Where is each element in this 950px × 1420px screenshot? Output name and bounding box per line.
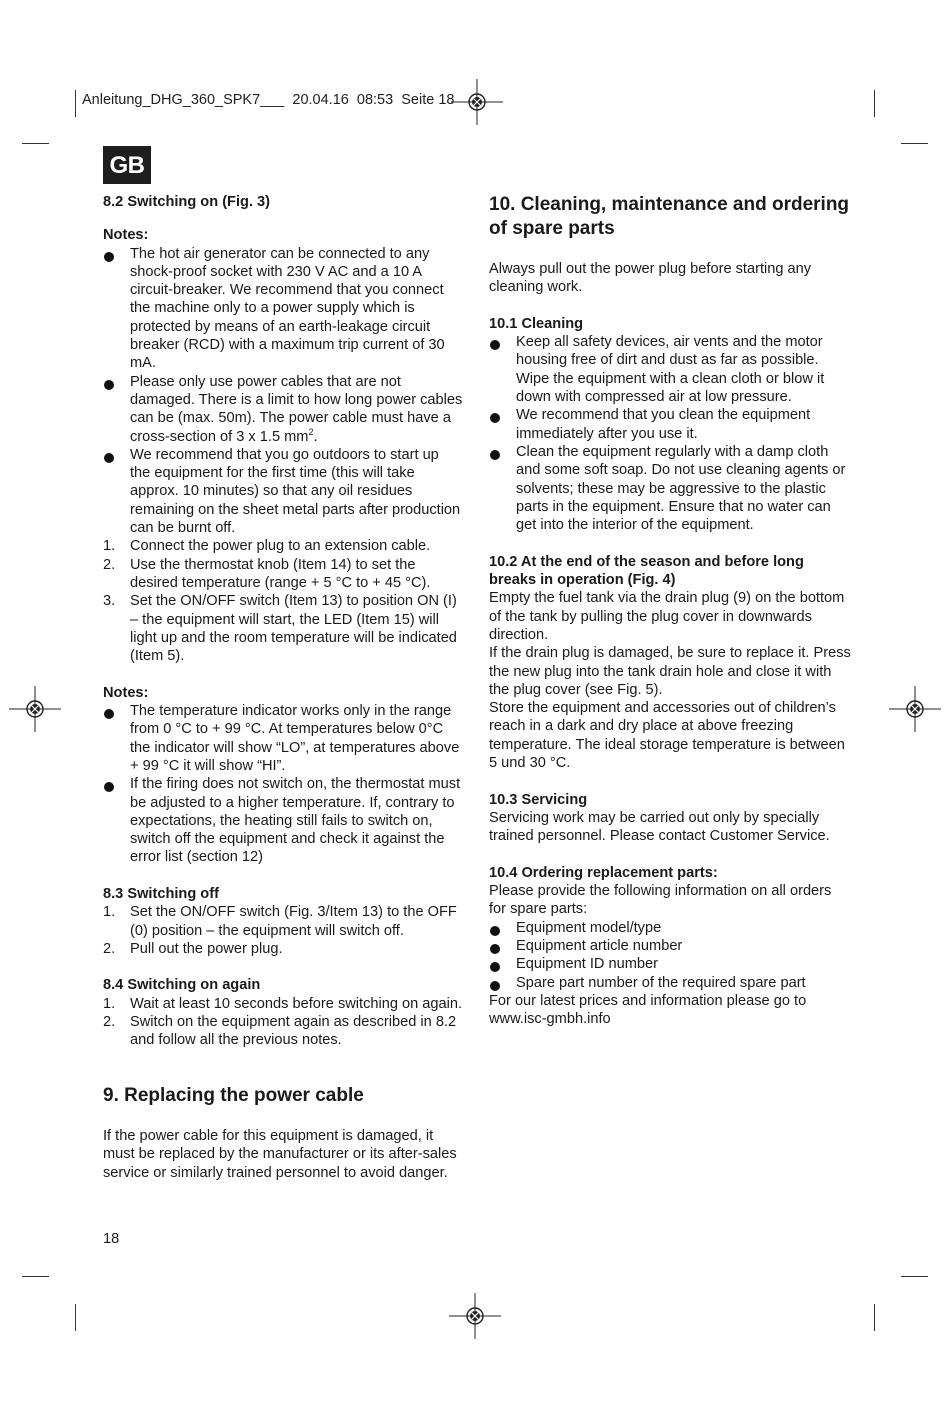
section-9-heading: 9. Replacing the power cable (103, 1084, 364, 1106)
section-10-2-text: Store the equipment and accessories out of children’s reach in a dark and dry place at above freezing temperature. The ideal storage temperature is between 5 und 30 °C. (489, 700, 845, 772)
list-item: We recommend that you clean the equipment immediately after you use it. (489, 406, 851, 443)
list-item: Clean the equipment regularly with a damp cloth and some soft soap. Do not use cleaning agents or solvents; these may be aggressive to the plastic parts in the equipment. Ensure that no water can get into the interior of the equipment. (489, 443, 851, 534)
print-slug: Anleitung_DHG_360_SPK7___ 20.04.16 08:53 Seite 18 (82, 92, 455, 108)
page-number: 18 (103, 1231, 120, 1247)
list-item: 2. Use the thermostat knob (Item 14) to set the desired temperature (range + 5 °C to + 45 °C). (103, 556, 431, 591)
crop-mark (22, 1276, 49, 1277)
crop-mark (874, 90, 875, 117)
list-item: 3. Set the ON/OFF switch (Item 13) to position ON (I) – the equipment will start, the LED (Item 15) will light up and the room temperature will be indicated (Item 5). (103, 593, 457, 665)
list-item: Keep all safety devices, air vents and the motor housing free of dirt and dust as far as possible. Wipe the equipment with a clean cloth or blow it down with compressed air at low pressure. (489, 333, 851, 406)
list-item: 1. Connect the power plug to an extension cable. (103, 538, 431, 555)
left-column (103, 193, 463, 1182)
list-item: Please only use power cables that are not damaged. There is a limit to how long power cables can be (max. 50m). The power cable must have a cross-section of 3 x 1.5 $mm^2$. (103, 373, 463, 446)
section-10-heading: 10. Cleaning, maintenance and ordering of spare parts (489, 194, 850, 239)
section-10-1-title: 10.1 Cleaning (489, 315, 584, 332)
notes-label: Notes: (103, 684, 149, 701)
crop-mark (901, 143, 928, 144)
registration-mark-icon (451, 79, 503, 125)
notes-label: Notes: (103, 227, 149, 244)
list-item: The hot air generator can be connected to any shock-proof socket with 230 V AC and a 10 A circuit-breaker. We recommend that you connect the machine only to a power supply which is protected by means of an earth-leakage circuit breaker (RCD) with a maximum trip current of 30 mA. (103, 245, 463, 373)
steps-list (103, 537, 463, 665)
section-10-2-text: Empty the fuel tank via the drain plug (9) on the bottom of the tank by pulling the plug cover in downwards direction. (489, 590, 845, 643)
registration-mark-icon (889, 686, 941, 732)
section-10-4-title: 10.4 Ordering replacement parts: (489, 864, 718, 881)
crop-mark (901, 1276, 928, 1277)
section-8-4-title: 8.4 Switching on again (103, 977, 261, 994)
section-10-intro: Always pull out the power plug before starting any cleaning work. (489, 261, 812, 296)
right-column (489, 193, 851, 1028)
list-item: If the firing does not switch on, the thermostat must be adjusted to a higher temperature. If, contrary to expectations, the heating still fails to switch on, switch off the equipment and check it against the error list (section 12) (103, 775, 463, 866)
crop-mark (22, 143, 49, 144)
list-item: Spare part number of the required spare part (489, 974, 851, 992)
section-10-3-title: 10.3 Servicing (489, 791, 588, 808)
notes-list (103, 702, 463, 867)
list-item: Equipment ID number (489, 955, 851, 973)
list-item: 2. Pull out the power plug. (103, 940, 283, 957)
crop-mark (874, 1304, 875, 1331)
steps-list (103, 995, 463, 1050)
section-10-4-outro: For our latest prices and information please go to www.isc-gmbh.info (489, 992, 807, 1028)
section-10-2-title: 10.2 At the end of the season and before long breaks in operation (Fig. 4) (489, 553, 804, 589)
section-10-2-text: If the drain plug is damaged, be sure to replace it. Press the new plug into the tank drain hole and close it with the plug cover (see Fig. 5). (489, 645, 851, 698)
section-8-3-title: 8.3 Switching off (103, 885, 219, 902)
list-item: Equipment model/type (489, 919, 851, 937)
crop-mark (75, 90, 76, 117)
section-8-2-title: 8.2 Switching on (Fig. 3) (103, 194, 271, 210)
list-item: 1. Wait at least 10 seconds before switching on again. (103, 995, 463, 1012)
list-item: Equipment article number (489, 937, 851, 955)
registration-mark-icon (449, 1293, 501, 1339)
section-10-4-intro: Please provide the following information on all orders for spare parts: (489, 883, 832, 918)
crop-mark (75, 1304, 76, 1331)
section-10-3-text: Servicing work may be carried out only by specially trained personnel. Please contact Customer Service. (489, 809, 830, 845)
language-badge: GB (103, 146, 151, 184)
list-item: The temperature indicator works only in the range from 0 °C to + 99 °C. At temperatures below 0°C the indicator will show “LO”, at temperatures above + 99 °C it will show “HI”. (103, 702, 463, 775)
section-9-text: If the power cable for this equipment is damaged, it must be replaced by the manufacturer or its after-sales service or similarly trained personnel to avoid danger. (103, 1128, 457, 1181)
cleaning-list (489, 333, 851, 534)
registration-mark-icon (9, 686, 61, 732)
notes-list (103, 245, 463, 538)
list-item: 1. Set the ON/OFF switch (Fig. 3/Item 13) to the OFF (0) position – the equipment will switch off. (103, 904, 457, 939)
list-item: We recommend that you go outdoors to start up the equipment for the first time (this will take approx. 10 minutes) so that any oil residues remaining on the sheet metal parts after production can be burnt off. (103, 446, 463, 537)
list-item: 2. Switch on the equipment again as described in 8.2 and follow all the previous notes. (103, 1014, 457, 1049)
steps-list (103, 903, 463, 958)
spare-parts-list (489, 919, 851, 992)
